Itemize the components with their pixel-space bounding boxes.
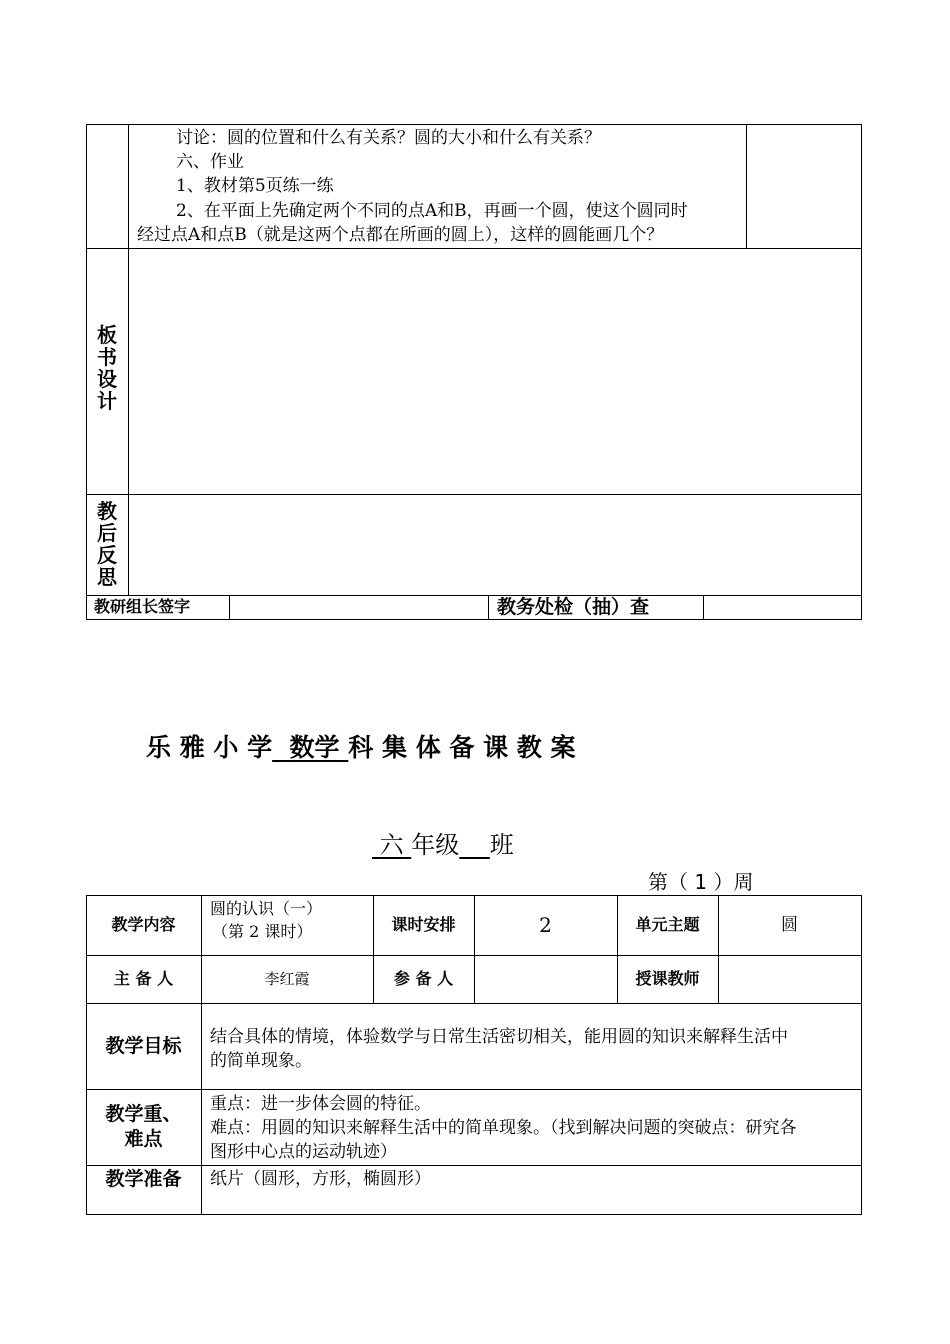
class-blank [459, 831, 490, 859]
reflection-label-char: 思 [97, 565, 117, 589]
homework-heading: 六、作业 [176, 152, 244, 172]
group-leader-signature-label: 教研组长签字 [94, 597, 191, 616]
reflection-label-char: 后 [97, 521, 117, 545]
page-title [146, 732, 576, 764]
homework-item-2: 2、在平面上先确定两个不同的点A和B，再画一个圆，使这个圆同时 [176, 201, 688, 221]
homework-item-1: 1、教材第5页练一练 [176, 176, 334, 196]
title-subject [272, 733, 348, 762]
grade-line [372, 830, 514, 860]
reflection-label-char: 反 [97, 543, 117, 567]
title-subject-text: 数学 [289, 733, 340, 762]
class-suffix: 班 [489, 831, 514, 859]
teaching-prep-value: 纸片（圆形，方形，椭圆形） [210, 1169, 431, 1189]
week-label: 第（ 1 ）周 [648, 870, 754, 894]
board-label-char: 书 [97, 345, 117, 369]
lecturer-label: 授课教师 [635, 969, 700, 988]
key-difficult-label [86, 1102, 201, 1152]
unit-theme-value: 圆 [781, 915, 798, 935]
teaching-content-value: 圆的认识（一） [210, 899, 323, 918]
difficult-point-line: 难点：用圆的知识来解释生活中的简单现象。（找到解决问题的突破点：研究各 [210, 1118, 797, 1138]
reflection-label-char: 教 [97, 499, 117, 523]
teaching-content-label: 教学内容 [111, 915, 176, 934]
key-difficult-label-line-2: 难点 [124, 1128, 163, 1150]
board-label-char: 板 [97, 323, 117, 347]
difficult-point-line-cont: 图形中心点的运动轨迹） [210, 1142, 397, 1162]
teaching-goal-label: 教学目标 [105, 1035, 182, 1057]
teaching-goal-line-2: 的简单现象。 [210, 1051, 312, 1071]
period-arrangement-value: 2 [539, 913, 552, 937]
key-point-line: 重点：进一步体会圆的特征。 [210, 1094, 431, 1114]
title-school: 乐 雅 小 学 [146, 733, 273, 762]
discussion-line: 讨论：圆的位置和什么有关系？圆的大小和什么有关系？ [176, 128, 601, 148]
board-label-char: 设 [97, 367, 117, 391]
grade-text: 六 [379, 831, 404, 859]
academic-office-check-label: 教务处检（抽）查 [497, 596, 650, 618]
main-preparer-label: 主 备 人 [113, 969, 174, 988]
board-design-label [95, 324, 119, 412]
key-difficult-label-line-1: 教学重、 [105, 1103, 182, 1125]
co-preparer-label: 参 备 人 [393, 969, 454, 988]
unit-theme-label: 单元主题 [635, 915, 700, 934]
board-label-char: 计 [97, 389, 117, 413]
grade-value [372, 831, 411, 859]
title-suffix: 科 集 体 备 课 教 案 [348, 733, 576, 762]
reflection-label [95, 500, 119, 588]
main-preparer-value: 李红霞 [264, 970, 310, 988]
grade-suffix: 年级 [411, 831, 460, 859]
teaching-goal-line-1: 结合具体的情境，体验数学与日常生活密切相关，能用圆的知识来解释生活中 [210, 1027, 788, 1047]
teaching-content-period: （第 2 课时） [212, 922, 313, 941]
period-arrangement-label: 课时安排 [391, 915, 456, 934]
teaching-prep-label: 教学准备 [105, 1168, 182, 1190]
homework-item-2-cont: 经过点A和点B（就是这两个点都在所画的圆上），这样的圆能画几个？ [137, 225, 664, 245]
